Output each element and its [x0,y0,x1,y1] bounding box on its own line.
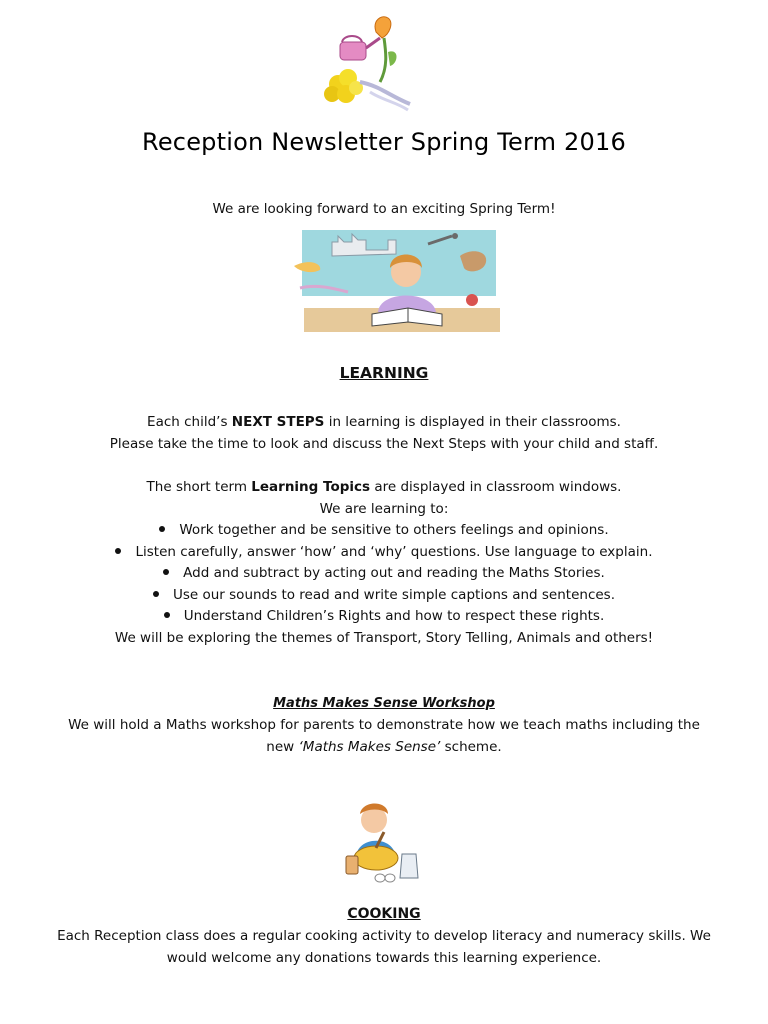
list-item [0,542,768,564]
next-steps-pre: Each child’s [147,414,232,430]
child-cooking-icon [340,798,424,884]
flowers-watering-can-icon [320,12,420,112]
look-discuss-line: Please take the time to look and discuss the Next Steps with your child and staff. [109,436,659,452]
bullet-text: Listen carefully, answer ‘how’ and ‘why’ questions. Use language to explain. [135,543,653,560]
maths-line-1: We will hold a Maths workshop for parents to demonstrate how we teach maths including the [68,717,700,733]
topics-pre: The short term [146,479,252,495]
topics-bold: Learning Topics [251,479,371,495]
maths-makes-sense-italic: ‘Maths Makes Sense’ [298,739,441,755]
topics-post: are displayed in classroom windows. [370,479,622,495]
bullet-text: Work together and be sensitive to others feelings and opinions. [179,522,609,538]
learning-heading: LEARNING [339,364,429,382]
bullet-icon [153,591,159,597]
maths-line-2-post: scheme. [440,739,502,755]
newsletter-title: Reception Newsletter Spring Term 2016 [142,128,626,156]
maths-line-2-pre: new [266,739,299,755]
bullet-icon [159,526,165,532]
list-item [0,585,768,607]
next-steps-bold: NEXT STEPS [231,414,325,430]
bullet-icon [115,548,121,554]
list-item [0,563,768,585]
cooking-heading: COOKING [347,906,421,922]
next-steps-post: in learning is displayed in their classrooms. [324,414,621,430]
learning-topics-line [0,477,768,499]
child-reading-book-icon [292,228,518,334]
cooking-line-2: would welcome any donations towards this learning experience. [166,950,602,966]
bullet-text: Add and subtract by acting out and reading the Maths Stories. [183,565,605,581]
maths-line-2 [0,737,768,759]
maths-workshop-heading: Maths Makes Sense Workshop [273,696,495,711]
list-item [0,606,768,628]
bullet-icon [163,569,169,575]
list-item [0,520,768,542]
bullet-icon [164,612,170,618]
themes-line: We will be exploring the themes of Transport, Story Telling, Animals and others! [114,630,654,646]
bullet-text: Understand Children’s Rights and how to respect these rights. [183,608,605,624]
next-steps-line [0,412,768,434]
cooking-line-1: Each Reception class does a regular cooking activity to develop literacy and numeracy skills. We [57,928,711,944]
learning-to-line: We are learning to: [319,501,449,517]
bullet-text: Use our sounds to read and write simple captions and sentences. [172,586,616,603]
learning-topics-list [0,520,768,628]
intro-text: We are looking forward to an exciting Spring Term! [212,201,556,217]
